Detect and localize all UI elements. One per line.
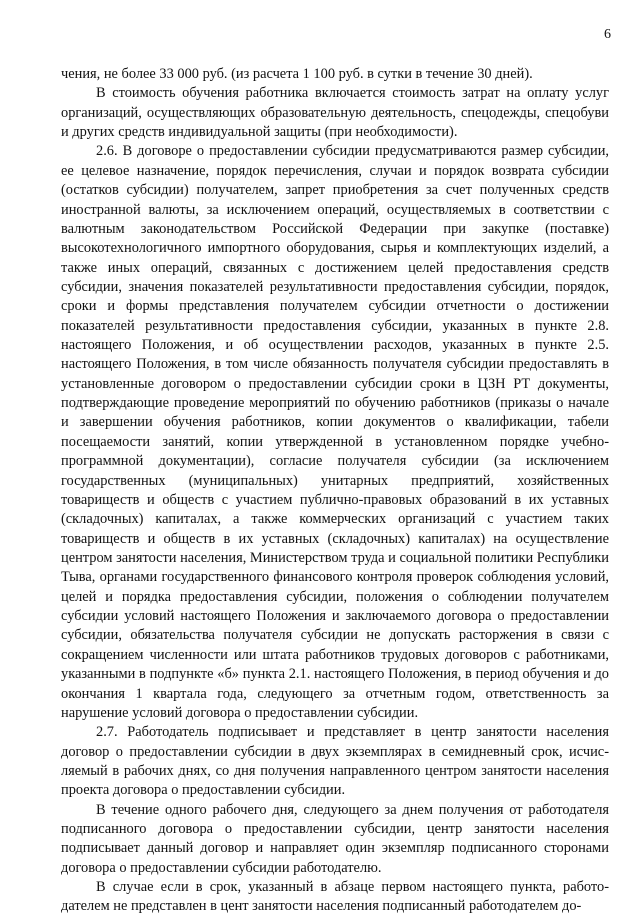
paragraph-section-2-6: 2.6. В договоре о предоставлении субсидии предусматриваются размер субсидии, ее целевое назначение, порядок перечисления, случаи и порядок возврата субсидии (остатков субсидии) получателем, запрет приобретения за счет полученных средств иностранной валюты, за исключением операций, осуществляемых в соответствии с валютным законодательством Российской Федерации при закупке (поставке) высокотехнологичного импортного оборудования, сырья и комплектующих изделий, а также иных операций, связанных с достижением целей предоставления средств субсидии, значения показателей результативности предоставления субсидии, порядок, сроки и формы представления получателем субсидии отчетности о достижении показателей результативности предоставления субсидии, указанных в пункте 2.8. настоящего Положения, и об осуществлении расходов, указанных в пункте 2.5. настоящего Положения, в том числе обязанность получателя субсидии предоставлять в установленные договором о предоставлении субсидии сроки в ЦЗН РТ документы, подтверждающие проведение мероприятий по обучению работников (приказы о начале и завершении обучения работников, копии документов о квалификации, табели посещаемости занятий, копии утвержденной в установленном порядке учебно-программной документации), согласие получателя субсидии (за исключением государственных (муниципальных) унитарных предприятий, хозяйственных товариществ и обществ с участием публично-правовых образований в их уставных (складочных) капиталах, а также коммерческих организаций с участием таких товариществ и обществ в их уставных (складочных) капиталах) на осуществление центром занятости населения, Министерством труда и социальной политики Республики Тыва, органами государственного финансового контроля проверок соблюдения условий, целей и порядка предоставления субсидии, положения о соблюдении получателем субсидии условий настоящего Положения и заключаемого договора о предоставлении субсидии, обязательства получателя субсидии не допускать расторжения в связи с сокращением численности или штата работников трудовых договоров с работниками, указанными в подпункте «б» пункта 2.1. настоящего Положения, в период обучения и до окончания 1 квартала года, следующего за отчетным годом, ответственность за нарушение условий договора о предоставлении субсидии. [61,143,609,721]
paragraph-signing-procedure: В течение одного рабочего дня, следующего за днем получения от работодателя подписанного договора о предоставлении субсидии, центр занятости населения подписывает данный договор и направляет один экземпляр подписанного сторонами договора о предоставлении субсидии работодателю. [61,801,609,876]
paragraph-unsigned-case: В случае если в срок, указанный в абзаце первом настоящего пункта, работодателем не представлен в цент занятости населения подписанный работодателем до- [61,879,609,915]
document-body [61,65,609,917]
page-number: 6 [604,27,611,42]
paragraph-continuation: чения, не более 33 000 руб. (из расчета 1 100 руб. в сутки в течение 30 дней). [61,66,533,82]
paragraph-section-2-7: 2.7. Работодатель подписывает и представляет в центр занятости населения договор о предоставлении субсидии в двух экземплярах в семидневный срок, исчисляемый в рабочих днях, со дня получения направленного центром занятости населения проекта договора о предоставлении субсидии. [61,724,609,799]
paragraph-training-cost: В стоимость обучения работника включается стоимость затрат на оплату услуг организаций, осуществляющих образовательную деятельность, спецодежды, спецобуви и других средств индивидуальной защиты (при необходимости). [61,85,609,141]
